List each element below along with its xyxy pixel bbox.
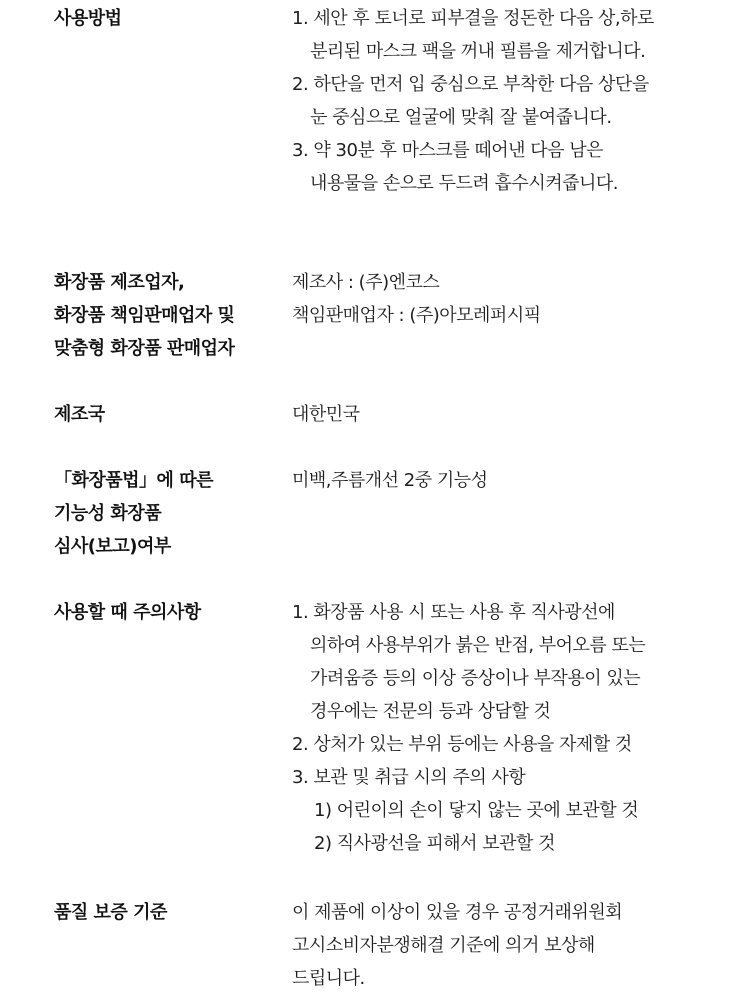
value-line: 2. 상처가 있는 부위 등에는 사용을 자제할 것 xyxy=(292,734,632,755)
value-line: 2. 하단을 먼저 입 중심으로 부착한 다음 상단을 xyxy=(292,74,649,95)
section-value xyxy=(292,398,732,431)
label-line: 기능성 화장품 xyxy=(54,503,162,524)
value-line: 책임판매업자 : (주)아모레퍼시픽 xyxy=(292,305,541,326)
label-line: 심사(보고)여부 xyxy=(54,536,171,557)
section-value xyxy=(292,2,732,200)
value-line: 드립니다. xyxy=(292,968,365,989)
value-line: 3. 보관 및 취급 시의 주의 사항 xyxy=(292,767,526,788)
value-line: 1. 세안 후 토너로 피부결을 정돈한 다음 상,하로 xyxy=(292,8,654,29)
value-line: 1. 화장품 사용 시 또는 사용 후 직사광선에 xyxy=(292,602,615,623)
value-line: 3. 약 30분 후 마스크를 떼어낸 다음 남은 xyxy=(292,140,604,161)
section-label xyxy=(54,398,279,431)
section-value xyxy=(292,464,732,497)
value-line: 의하여 사용부위가 붉은 반점, 부어오름 또는 xyxy=(310,635,646,656)
value-line: 경우에는 전문의 등과 상담할 것 xyxy=(310,701,551,722)
value-line: 고시소비자분쟁해결 기준에 의거 보상해 xyxy=(292,935,595,956)
section-value xyxy=(292,896,732,995)
section-label xyxy=(54,896,279,929)
section-label xyxy=(54,464,279,563)
section-label xyxy=(54,266,279,365)
value-line: 가려움증 등의 이상 증상이나 부작용이 있는 xyxy=(310,668,641,689)
label-line: 「화장품법」에 따른 xyxy=(54,470,213,491)
section-label xyxy=(54,2,279,35)
value-line: 대한민국 xyxy=(292,404,360,425)
section-value xyxy=(292,596,732,860)
label-line: 제조국 xyxy=(54,404,105,425)
value-line: 미백,주름개선 2중 기능성 xyxy=(292,470,488,491)
value-line: 2) 직사광선을 피해서 보관할 것 xyxy=(314,833,556,854)
label-line: 사용방법 xyxy=(54,8,122,29)
value-line: 1) 어린이의 손이 닿지 않는 곳에 보관할 것 xyxy=(314,800,639,821)
label-line: 사용할 때 주의사항 xyxy=(54,602,201,623)
label-line: 화장품 제조업자, xyxy=(54,272,185,293)
label-line: 품질 보증 기준 xyxy=(54,902,167,923)
value-line: 내용물을 손으로 두드려 흡수시켜줍니다. xyxy=(310,173,618,194)
value-line: 제조사 : (주)엔코스 xyxy=(292,272,440,293)
value-line: 분리된 마스크 팩을 꺼내 필름을 제거합니다. xyxy=(310,41,646,62)
value-line: 이 제품에 이상이 있을 경우 공정거래위원회 xyxy=(292,902,623,923)
label-line: 맞춤형 화장품 판매업자 xyxy=(54,338,235,359)
label-line: 화장품 책임판매업자 및 xyxy=(54,305,235,326)
section-value xyxy=(292,266,732,332)
section-label xyxy=(54,596,279,629)
value-line: 눈 중심으로 얼굴에 맞춰 잘 붙여줍니다. xyxy=(310,107,612,128)
